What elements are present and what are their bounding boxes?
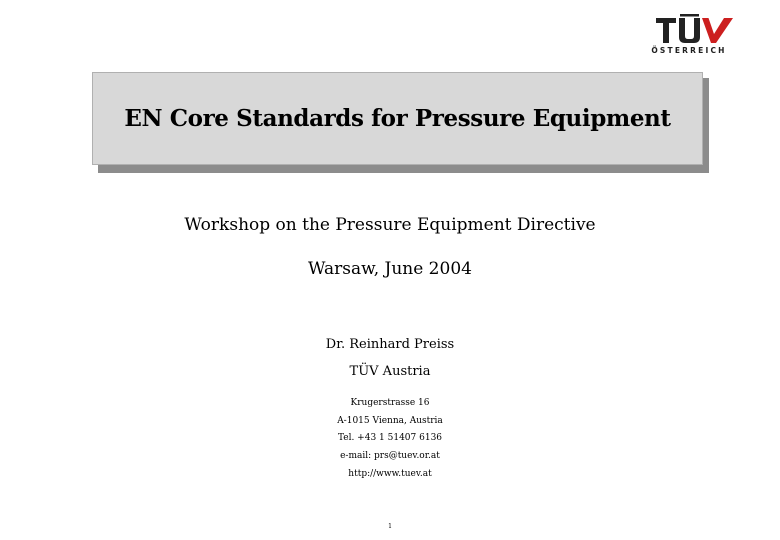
- address-street: Krugerstrasse 16: [350, 398, 430, 408]
- email-address: e-mail: prs@tuev.or.at: [340, 451, 440, 461]
- tuev-logo-mark: [654, 14, 734, 44]
- author-name: Dr. Reinhard Preiss: [325, 337, 455, 352]
- phone-number: Tel. +43 1 51407 6136: [337, 433, 443, 443]
- workshop-subtitle: Workshop on the Pressure Equipment Directive: [184, 215, 596, 235]
- address-city: A-1015 Vienna, Austria: [337, 416, 443, 426]
- title-box: [92, 72, 703, 165]
- author-organization: TÜV Austria: [349, 364, 431, 379]
- place-date: Warsaw, June 2004: [308, 259, 472, 279]
- tuev-logo: [644, 14, 734, 58]
- website-url: http://www.tuev.at: [348, 469, 432, 479]
- presentation-title: EN Core Standards for Pressure Equipment: [124, 105, 671, 132]
- page-number: 1: [388, 523, 392, 530]
- logo-subtitle: ÖSTERREICH: [651, 46, 727, 55]
